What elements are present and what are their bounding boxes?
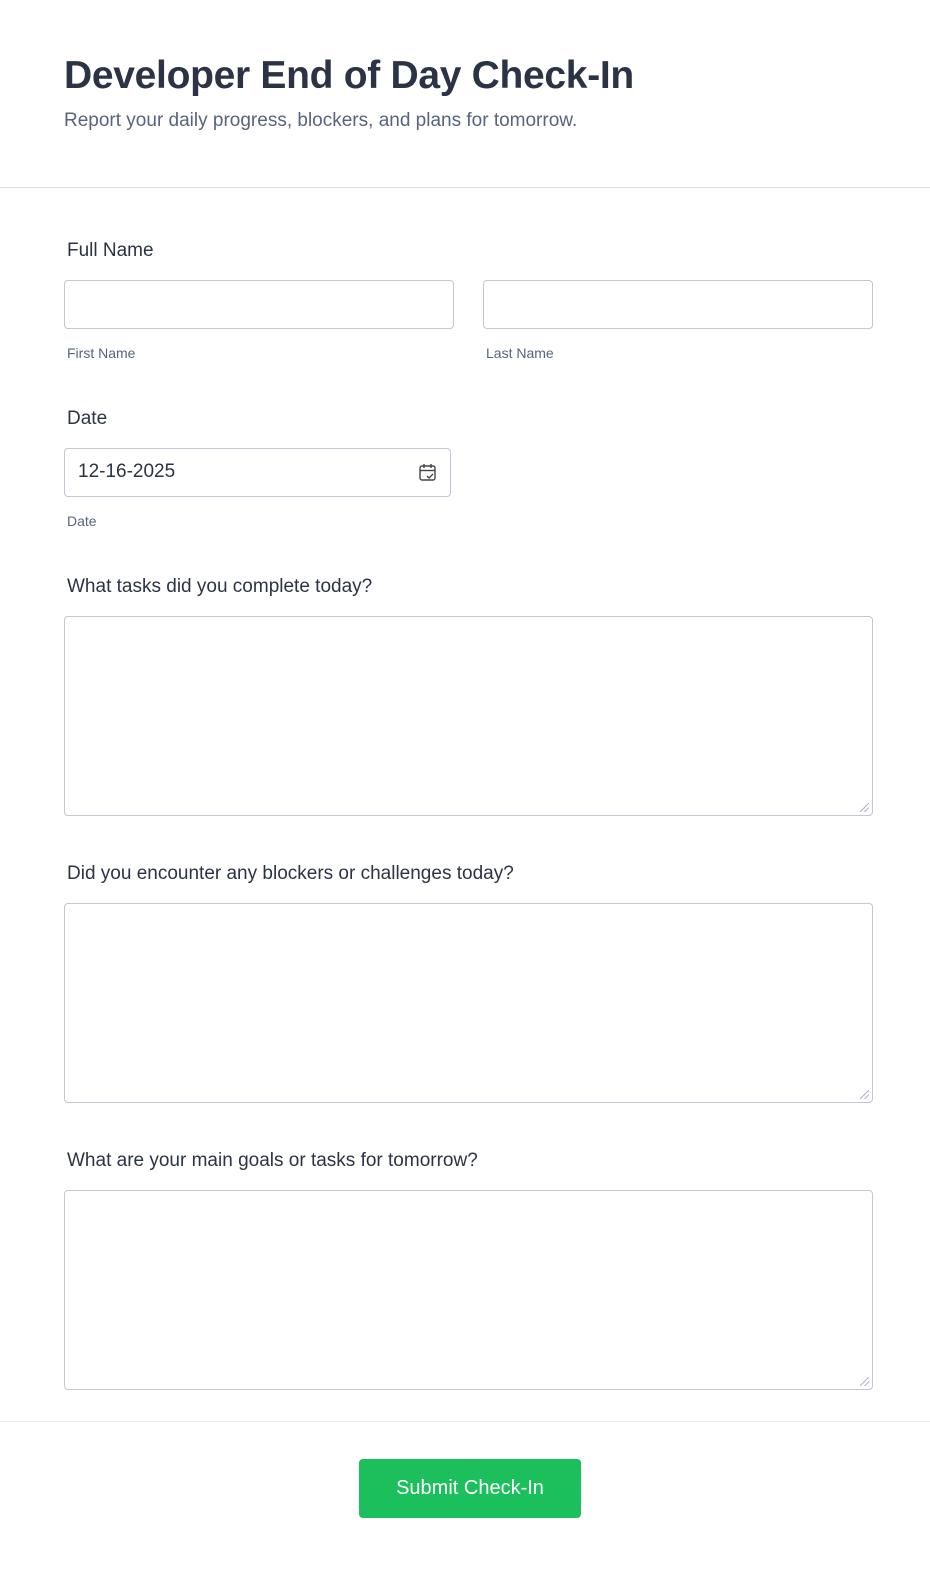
- last-name-sublabel: Last Name: [486, 345, 554, 361]
- question-label: What are your main goals or tasks for tomorrow?: [67, 1150, 478, 1171]
- last-name-input[interactable]: [483, 280, 873, 329]
- calendar-check-icon[interactable]: [418, 463, 437, 482]
- tomorrow-goals-textarea[interactable]: [64, 1190, 873, 1390]
- footer-divider: [0, 1421, 930, 1422]
- page-subtitle: Report your daily progress, blockers, and plans for tomorrow.: [64, 110, 578, 131]
- header-divider: [0, 187, 930, 188]
- resize-handle-icon[interactable]: [860, 1377, 869, 1386]
- tasks-completed-textarea[interactable]: [64, 616, 873, 816]
- blockers-textarea[interactable]: [64, 903, 873, 1103]
- submit-button[interactable]: Submit Check-In: [359, 1459, 581, 1518]
- resize-handle-icon[interactable]: [860, 803, 869, 812]
- resize-handle-icon[interactable]: [860, 1090, 869, 1099]
- page-title: Developer End of Day Check-In: [64, 54, 634, 97]
- first-name-sublabel: First Name: [67, 345, 136, 361]
- question-label: Did you encounter any blockers or challenges today?: [67, 863, 514, 884]
- full-name-label: Full Name: [67, 240, 154, 261]
- question-label: What tasks did you complete today?: [67, 576, 373, 597]
- date-label: Date: [67, 408, 108, 429]
- date-value: 12-16-2025: [78, 461, 176, 482]
- date-sublabel: Date: [67, 513, 97, 529]
- first-name-input[interactable]: [64, 280, 454, 329]
